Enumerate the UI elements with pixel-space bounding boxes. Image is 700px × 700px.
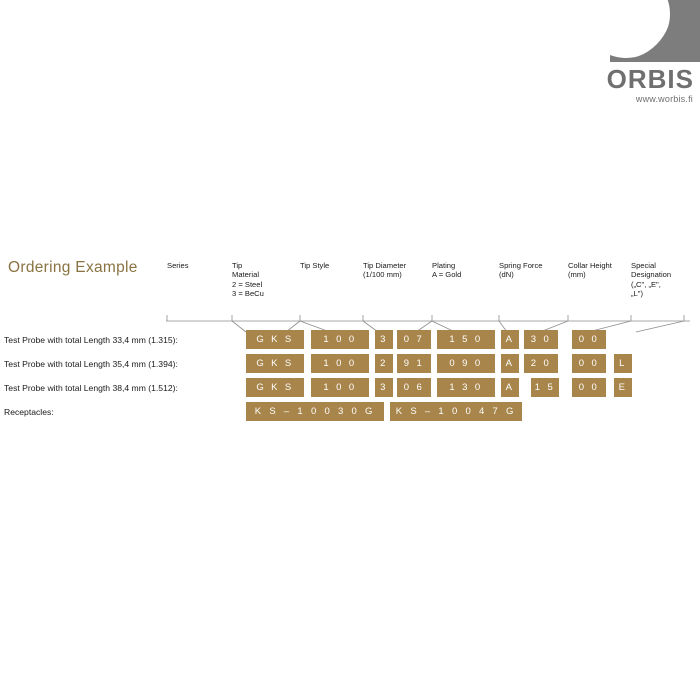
cell-tip-material-style: 1 0 0	[311, 354, 369, 373]
cell-tip-material-style: 1 0 0	[311, 378, 369, 397]
cell-plating: 1 3 0	[437, 378, 495, 397]
cell-series: G K S	[246, 354, 304, 373]
row-label: Test Probe with total Length 35,4 mm (1.394):	[4, 359, 178, 369]
column-header-tip-diameter: Tip Diameter (1/100 mm)	[363, 261, 407, 280]
cell-series: G K S	[246, 378, 304, 397]
cell-collar-height: 1 5	[531, 378, 559, 397]
logo	[590, 0, 700, 104]
cell-receptacle-1: K S – 1 0 0 3 0 G	[246, 402, 384, 421]
cell-tip-diameter: 0 6	[397, 378, 431, 397]
cell-spring-force: A	[501, 378, 519, 397]
cell-special: 0 0	[572, 330, 606, 349]
cell-special: 0 0	[572, 378, 606, 397]
orbis-logo-icon	[610, 0, 700, 62]
ordering-table	[0, 330, 700, 426]
column-header-tip-material: Tip Material 2 = Steel 3 = BeCu	[232, 261, 264, 299]
table-row	[0, 354, 700, 378]
column-header-tip-style: Tip Style	[300, 261, 330, 270]
receptacles-row	[0, 402, 700, 426]
cell-tip-style: 3	[375, 330, 393, 349]
cell-tip-style: 3	[375, 378, 393, 397]
logo-url-text: www.worbis.fi	[635, 94, 693, 104]
table-row	[0, 378, 700, 402]
table-row	[0, 330, 700, 354]
column-header-special: Special Designation („C", „E", „L")	[631, 261, 672, 299]
cell-receptacle-2: K S – 1 0 0 4 7 G	[390, 402, 522, 421]
cell-suffix: L	[614, 354, 632, 373]
cell-special: 0 0	[572, 354, 606, 373]
column-header-collar-height: Collar Height (mm)	[568, 261, 612, 280]
cell-tip-diameter: 0 7	[397, 330, 431, 349]
row-label: Test Probe with total Length 33,4 mm (1.315):	[4, 335, 178, 345]
row-label: Test Probe with total Length 38,4 mm (1.512):	[4, 383, 178, 393]
cell-tip-diameter: 9 1	[397, 354, 431, 373]
cell-collar-height: 3 0	[524, 330, 558, 349]
cell-suffix: E	[614, 378, 632, 397]
cell-spring-force: A	[501, 354, 519, 373]
column-header-plating: Plating A = Gold	[432, 261, 462, 280]
column-header-spring-force: Spring Force (dN)	[499, 261, 543, 280]
page-title: Ordering Example	[8, 259, 138, 276]
cell-spring-force: A	[501, 330, 519, 349]
logo-brand-text: ORBIS	[606, 64, 694, 94]
column-header-series: Series	[167, 261, 189, 270]
cell-plating: 0 9 0	[437, 354, 495, 373]
cell-tip-material-style: 1 0 0	[311, 330, 369, 349]
connector-lines	[0, 255, 700, 335]
cell-tip-style: 2	[375, 354, 393, 373]
cell-collar-height: 2 0	[524, 354, 558, 373]
cell-series: G K S	[246, 330, 304, 349]
cell-plating: 1 5 0	[437, 330, 495, 349]
row-label: Receptacles:	[4, 407, 54, 417]
